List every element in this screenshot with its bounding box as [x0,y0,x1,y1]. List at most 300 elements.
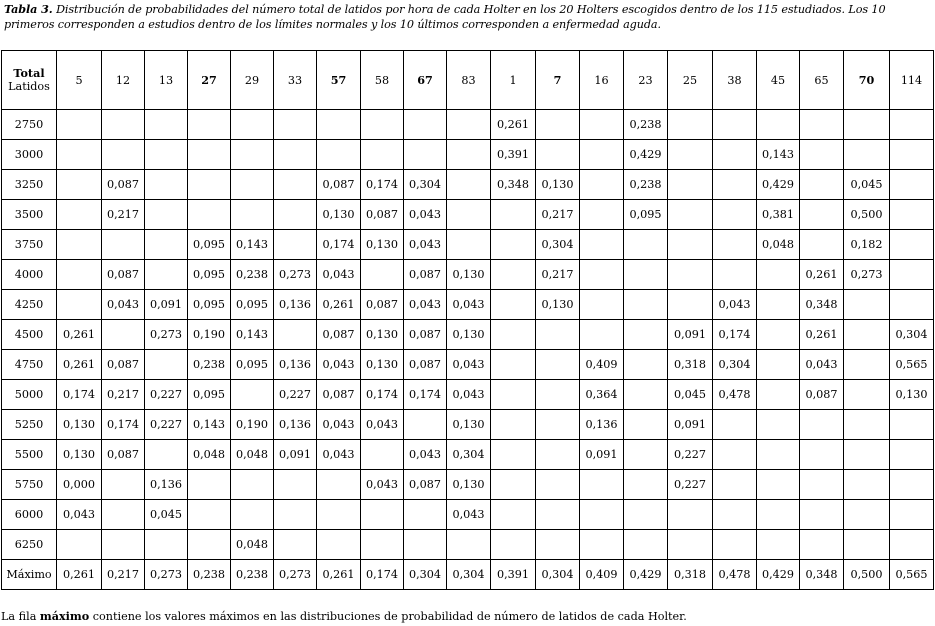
table-cell: 0,174 [57,380,102,410]
column-header: 29 [231,51,274,110]
table-cell [800,470,844,500]
table-row [2,380,934,410]
table-cell [102,230,145,260]
caption-label: Tabla 3. [4,2,53,16]
table-cell [447,110,491,140]
table-cell [491,440,536,470]
table-cell: 0,091 [580,440,624,470]
table-cell [713,170,757,200]
column-header: 5 [57,51,102,110]
table-cell [102,140,145,170]
table-cell [317,470,361,500]
table-cell [624,380,668,410]
table-cell: 0,087 [102,170,145,200]
column-header: 25 [668,51,713,110]
column-header: 12 [102,51,145,110]
table-cell: 0,391 [491,140,536,170]
table-cell [188,500,231,530]
table-cell [145,200,188,230]
table-cell [890,140,934,170]
table-cell [757,350,800,380]
column-header: 57 [317,51,361,110]
table-cell: 0,095 [188,260,231,290]
table-cell: 0,273 [145,320,188,350]
table-cell: 0,130 [447,470,491,500]
table-cell: 0,217 [536,200,580,230]
table-cell: 0,087 [800,380,844,410]
table-cell: 0,043 [404,290,447,320]
table-cell [844,290,890,320]
table-cell [57,260,102,290]
table-cell [145,440,188,470]
table-cell [844,380,890,410]
column-header: 33 [274,51,317,110]
table-cell: 0,478 [713,380,757,410]
table-cell [844,350,890,380]
table-row [2,140,934,170]
table-cell: 0,043 [713,290,757,320]
row-label: 5500 [2,440,57,470]
table-cell [274,530,317,560]
table-cell: 0,409 [580,350,624,380]
table-cell [404,110,447,140]
column-header: 45 [757,51,800,110]
table-cell: 0,130 [536,170,580,200]
table-cell: 0,091 [274,440,317,470]
table-cell: 0,190 [188,320,231,350]
table-cell [57,200,102,230]
table-cell: 0,045 [844,170,890,200]
table-cell: 0,261 [57,350,102,380]
table-cell [57,110,102,140]
table-cell [188,200,231,230]
table-row [2,410,934,440]
table-cell [800,140,844,170]
table-row [2,170,934,200]
table-cell: 0,304 [404,560,447,590]
table-row [2,470,934,500]
table-cell: 0,348 [491,170,536,200]
table-cell: 0,091 [145,290,188,320]
table-cell [668,200,713,230]
table-cell [317,500,361,530]
table-cell [145,530,188,560]
table-cell: 0,261 [317,560,361,590]
table-cell: 0,043 [447,500,491,530]
table-cell: 0,087 [102,260,145,290]
table-cell: 0,174 [361,170,404,200]
table-cell [404,410,447,440]
table-cell [188,530,231,560]
table-cell: 0,087 [102,350,145,380]
table-cell: 0,130 [361,230,404,260]
table-cell [844,470,890,500]
table-cell: 0,130 [447,320,491,350]
table-cell: 0,045 [668,380,713,410]
table-cell: 0,227 [274,380,317,410]
table-cell: 0,174 [317,230,361,260]
table-cell [188,170,231,200]
table-cell: 0,217 [536,260,580,290]
table-cell: 0,238 [188,560,231,590]
table-cell: 0,043 [102,290,145,320]
header-total-latidos [2,51,57,110]
table-row [2,530,934,560]
table-cell [188,110,231,140]
table-row [2,560,934,590]
table-cell: 0,174 [713,320,757,350]
table-cell: 0,043 [57,500,102,530]
table-cell: 0,043 [404,200,447,230]
table-cell [890,410,934,440]
table-cell [317,140,361,170]
table-cell [668,260,713,290]
table-row [2,320,934,350]
table-cell [713,530,757,560]
table-cell: 0,304 [447,560,491,590]
table-cell [800,200,844,230]
table-cell: 0,136 [274,290,317,320]
table-cell [713,470,757,500]
table-cell: 0,227 [668,470,713,500]
row-label: 6000 [2,500,57,530]
row-label: 2750 [2,110,57,140]
table-cell [536,350,580,380]
table-cell [713,110,757,140]
table-cell [274,230,317,260]
row-label: 4500 [2,320,57,350]
row-label: 3000 [2,140,57,170]
table-cell [536,410,580,440]
table-cell: 0,043 [404,230,447,260]
column-header: 16 [580,51,624,110]
table-cell [274,470,317,500]
table-cell: 0,095 [231,350,274,380]
table-cell: 0,087 [317,380,361,410]
table-cell: 0,227 [145,380,188,410]
table-cell: 0,364 [580,380,624,410]
table-cell [536,470,580,500]
table-cell [844,140,890,170]
table-cell [274,140,317,170]
table-cell [844,110,890,140]
table-cell: 0,238 [188,350,231,380]
table-cell [536,530,580,560]
table-cell [757,260,800,290]
column-header: 38 [713,51,757,110]
table-cell [757,440,800,470]
table-cell [145,110,188,140]
table-cell [668,290,713,320]
table-cell: 0,130 [361,320,404,350]
table-cell: 0,130 [57,440,102,470]
table-cell [668,230,713,260]
table-cell [145,170,188,200]
table-cell [757,500,800,530]
table-cell: 0,565 [890,350,934,380]
table-cell [668,140,713,170]
row-label: 3250 [2,170,57,200]
table-cell: 0,136 [274,350,317,380]
table-cell: 0,087 [404,350,447,380]
table-cell: 0,273 [274,260,317,290]
table-cell [624,230,668,260]
table-cell: 0,136 [580,410,624,440]
table-cell [536,320,580,350]
table-cell: 0,143 [188,410,231,440]
row-label: 6250 [2,530,57,560]
table-cell: 0,304 [890,320,934,350]
table-cell [404,500,447,530]
table-cell: 0,500 [844,560,890,590]
footnote-bold-word: máximo [39,609,90,623]
table-cell [57,530,102,560]
table-cell: 0,095 [231,290,274,320]
table-cell: 0,043 [317,410,361,440]
table-cell [624,500,668,530]
table-cell [491,290,536,320]
table-cell [890,260,934,290]
table-cell [800,230,844,260]
table-cell [536,110,580,140]
table-cell: 0,048 [231,530,274,560]
table-cell [231,470,274,500]
table-cell: 0,174 [102,410,145,440]
row-label: 5750 [2,470,57,500]
table-cell: 0,348 [800,290,844,320]
table-cell: 0,409 [580,560,624,590]
table-cell: 0,261 [57,320,102,350]
table-cell: 0,143 [231,320,274,350]
table-cell [713,440,757,470]
table-cell [580,200,624,230]
row-label: 3750 [2,230,57,260]
table-cell: 0,238 [231,560,274,590]
table-cell [757,380,800,410]
table-cell [447,530,491,560]
table-cell [844,500,890,530]
table-cell [57,290,102,320]
table-cell [102,470,145,500]
table-cell: 0,238 [624,170,668,200]
table-cell: 0,087 [404,320,447,350]
table-row [2,110,934,140]
table-cell [145,140,188,170]
table-cell [361,440,404,470]
column-header: 67 [404,51,447,110]
table-cell [447,200,491,230]
table-cell [844,410,890,440]
table-cell [668,110,713,140]
table-cell: 0,043 [361,470,404,500]
table-cell [57,230,102,260]
table-cell [188,140,231,170]
table-cell [361,530,404,560]
table-cell: 0,182 [844,230,890,260]
table-cell: 0,190 [231,410,274,440]
table-cell [447,140,491,170]
table-cell: 0,227 [145,410,188,440]
footnote-suffix: contiene los valores máximos en las distribuciones de probabilidad de número de latidos de cada Holter. [89,610,687,623]
table-cell [890,230,934,260]
table-cell [890,440,934,470]
table-cell [844,320,890,350]
table-cell [361,140,404,170]
table-cell: 0,238 [231,260,274,290]
table-cell [580,260,624,290]
table-cell [274,500,317,530]
caption-text: Distribución de probabilidades del número total de latidos por hora de cada Holter en los 20 Holters escogidos dentro de los 115 estudiados. Los 10 primeros corresponden a estudios dentro de los límites normales y los 10 últimos corresponden a enfermedad aguda. [4,3,886,31]
table-cell: 0,095 [188,290,231,320]
table-cell: 0,091 [668,320,713,350]
table-row [2,290,934,320]
table-cell [713,140,757,170]
table-cell: 0,087 [404,260,447,290]
table-cell [491,380,536,410]
table-cell [890,290,934,320]
table-cell: 0,087 [404,470,447,500]
table-cell [536,500,580,530]
table-cell: 0,143 [757,140,800,170]
table-cell: 0,261 [317,290,361,320]
table-cell [757,110,800,140]
header-latidos: Latidos [8,80,50,93]
table-cell: 0,174 [361,380,404,410]
table-cell: 0,217 [102,560,145,590]
table-cell [713,200,757,230]
table-cell [361,500,404,530]
table-cell [668,170,713,200]
table-cell [145,260,188,290]
table-cell: 0,130 [447,410,491,440]
column-header: 58 [361,51,404,110]
table-cell [713,500,757,530]
table-cell: 0,273 [274,560,317,590]
table-cell [757,290,800,320]
table-cell: 0,174 [404,380,447,410]
table-cell [491,410,536,440]
table-cell [713,230,757,260]
table-cell [231,380,274,410]
table-body [2,110,934,590]
table-cell [757,470,800,500]
table-cell [102,110,145,140]
table-cell [102,530,145,560]
table-cell [624,470,668,500]
table-cell: 0,048 [231,440,274,470]
table-cell [274,320,317,350]
table-cell [536,140,580,170]
table-cell [102,500,145,530]
table-cell [145,230,188,260]
table-cell [491,350,536,380]
table-cell [800,110,844,140]
table-cell [447,170,491,200]
table-cell [800,170,844,200]
table-cell [491,230,536,260]
table-cell [890,470,934,500]
table-cell [800,500,844,530]
table-cell: 0,261 [491,110,536,140]
table-cell [580,170,624,200]
probability-table [1,50,934,590]
table-cell [536,440,580,470]
table-cell: 0,136 [274,410,317,440]
table-cell [713,410,757,440]
table-cell: 0,261 [57,560,102,590]
table-cell [447,230,491,260]
column-header: 70 [844,51,890,110]
table-cell: 0,043 [317,260,361,290]
table-cell [231,500,274,530]
table-cell [231,140,274,170]
table-cell: 0,043 [800,350,844,380]
table-cell: 0,261 [800,320,844,350]
table-cell [668,500,713,530]
table-cell [580,470,624,500]
table-cell: 0,087 [361,290,404,320]
table-cell [624,350,668,380]
table-cell: 0,273 [844,260,890,290]
table-cell [624,530,668,560]
table-cell [713,260,757,290]
table-cell [274,200,317,230]
table-cell: 0,130 [57,410,102,440]
table-cell [274,170,317,200]
table-cell: 0,143 [231,230,274,260]
table-cell [890,500,934,530]
table-cell [404,140,447,170]
table-cell [274,110,317,140]
table-cell [757,530,800,560]
table-cell: 0,136 [145,470,188,500]
table-cell [624,320,668,350]
table-cell: 0,500 [844,200,890,230]
row-label: 5000 [2,380,57,410]
table-cell [580,140,624,170]
table-cell [580,290,624,320]
table-row [2,260,934,290]
table-header-row [2,51,934,110]
column-header: 114 [890,51,934,110]
table-cell: 0,304 [404,170,447,200]
table-cell: 0,130 [536,290,580,320]
table-cell: 0,304 [536,560,580,590]
table-cell [536,380,580,410]
table-cell [491,320,536,350]
table-cell [890,530,934,560]
table-cell [668,530,713,560]
table-cell: 0,091 [668,410,713,440]
table-cell: 0,227 [668,440,713,470]
table-cell: 0,304 [536,230,580,260]
table-caption [4,2,929,32]
table-footnote [1,609,687,624]
table-cell: 0,273 [145,560,188,590]
table-row [2,500,934,530]
table-cell: 0,348 [800,560,844,590]
row-label: Máximo [2,560,57,590]
table-cell [757,410,800,440]
table-cell: 0,045 [145,500,188,530]
table-cell: 0,130 [890,380,934,410]
table-cell: 0,565 [890,560,934,590]
table-cell: 0,238 [624,110,668,140]
table-cell [491,530,536,560]
table-cell: 0,095 [188,230,231,260]
row-label: 3500 [2,200,57,230]
table-cell [57,170,102,200]
